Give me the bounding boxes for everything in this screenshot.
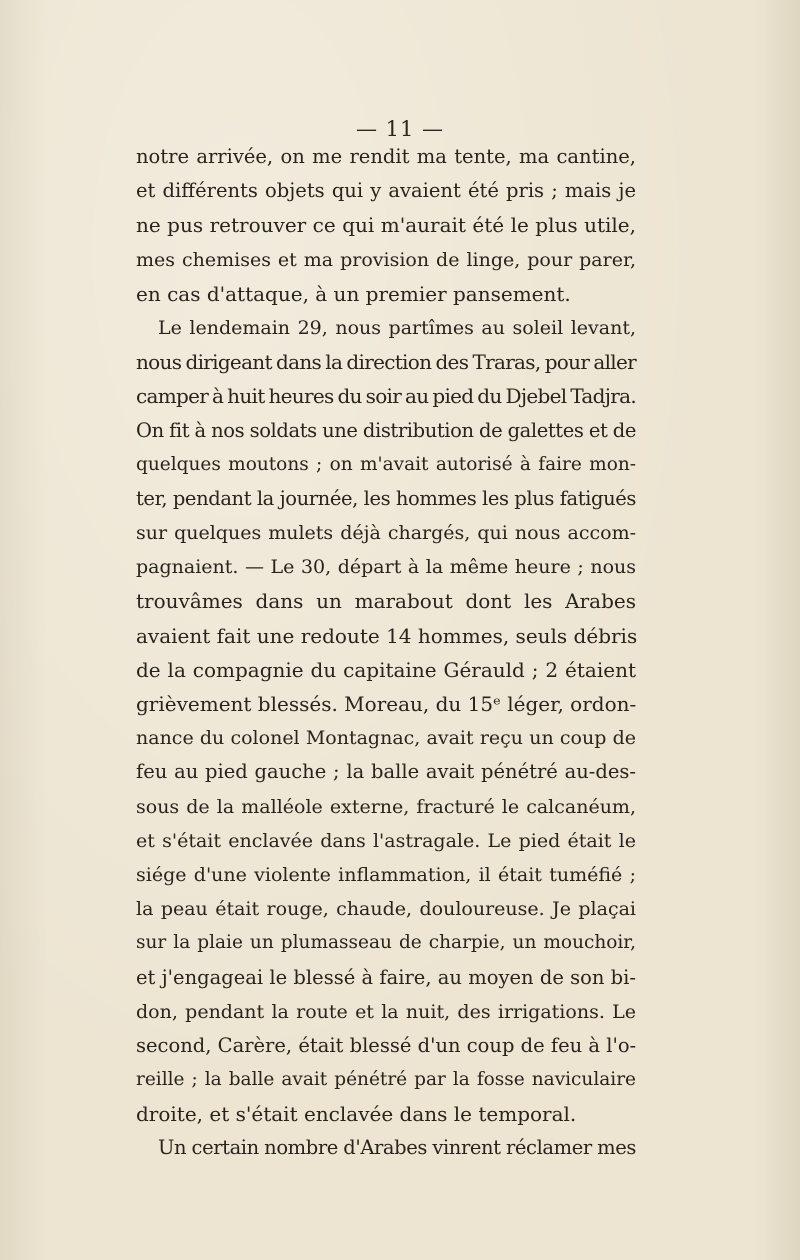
text-line: sur quelques mulets déjà chargés, qui nous accom- — [136, 522, 636, 545]
text-line: camper à huit heures du soir au pied du Djebel Tadjra. — [136, 384, 636, 409]
text-line: et j'engageai le blessé à faire, au moyen de son bi- — [136, 965, 636, 989]
text-line: droite, et s'était enclavée dans le temporal. — [136, 1102, 577, 1127]
text-line: trouvâmes dans un marabout dont les Arabes — [136, 589, 636, 614]
text-line: On fit à nos soldats une distribution de galettes et de — [136, 418, 636, 442]
body-text — [136, 140, 636, 1166]
text-line: quelques moutons ; on m'avait autorisé à faire mon- — [136, 453, 636, 475]
text-line: feu au pied gauche ; la balle avait pénétré au-des- — [136, 760, 636, 784]
text-line: ne pus retrouver ce qui m'aurait été le plus utile, — [136, 213, 636, 238]
text-line: grièvement blessés. Moreau, du 15ᵉ léger, ordon- — [136, 692, 637, 716]
text-line: nous dirigeant dans la direction des Traras, pour aller — [136, 350, 636, 375]
page-number: — 11 — — [355, 117, 445, 141]
text-line: et s'était enclavée dans l'astragale. Le pied était le — [136, 829, 636, 852]
text-line: sous de la malléole externe, fracturé le calcanéum, — [136, 795, 636, 818]
text-line: Un certain nombre d'Arabes vinrent réclamer mes — [158, 1136, 636, 1160]
text-line: reille ; la balle avait pénétré par la fosse naviculaire — [136, 1069, 636, 1091]
text-line: avaient fait une redoute 14 hommes, seuls débris — [136, 623, 638, 648]
text-line: pagnaient. — Le 30, départ à la même heure ; nous — [136, 556, 636, 579]
text-line: la peau était rouge, chaude, douloureuse. Je plaçai — [136, 898, 636, 921]
text-line: mes chemises et ma provision de linge, pour parer, — [136, 248, 636, 271]
text-line: sur la plaie un plumasseau de charpie, un mouchoir, — [136, 932, 636, 954]
text-line: don, pendant la route et la nuit, des irrigations. Le — [136, 1000, 636, 1023]
text-line: siége d'une violente inflammation, il était tuméfié ; — [136, 863, 636, 886]
text-line: de la compagnie du capitaine Gérauld ; 2 étaient — [136, 657, 636, 682]
text-line: nance du colonel Montagnac, avait reçu un coup de — [136, 727, 636, 750]
text-line: second, Carère, était blessé d'un coup de feu à l'o- — [136, 1033, 637, 1057]
text-line: notre arrivée, on me rendit ma tente, ma cantine, — [136, 145, 636, 168]
text-line: en cas d'attaque, à un premier pansement. — [136, 281, 571, 306]
text-line: et différents objets qui y avaient été pris ; mais je — [136, 179, 636, 203]
text-line: Le lendemain 29, nous partîmes au soleil levant, — [158, 316, 636, 339]
text-line: ter, pendant la journée, les hommes les plus fatigués — [136, 486, 636, 510]
